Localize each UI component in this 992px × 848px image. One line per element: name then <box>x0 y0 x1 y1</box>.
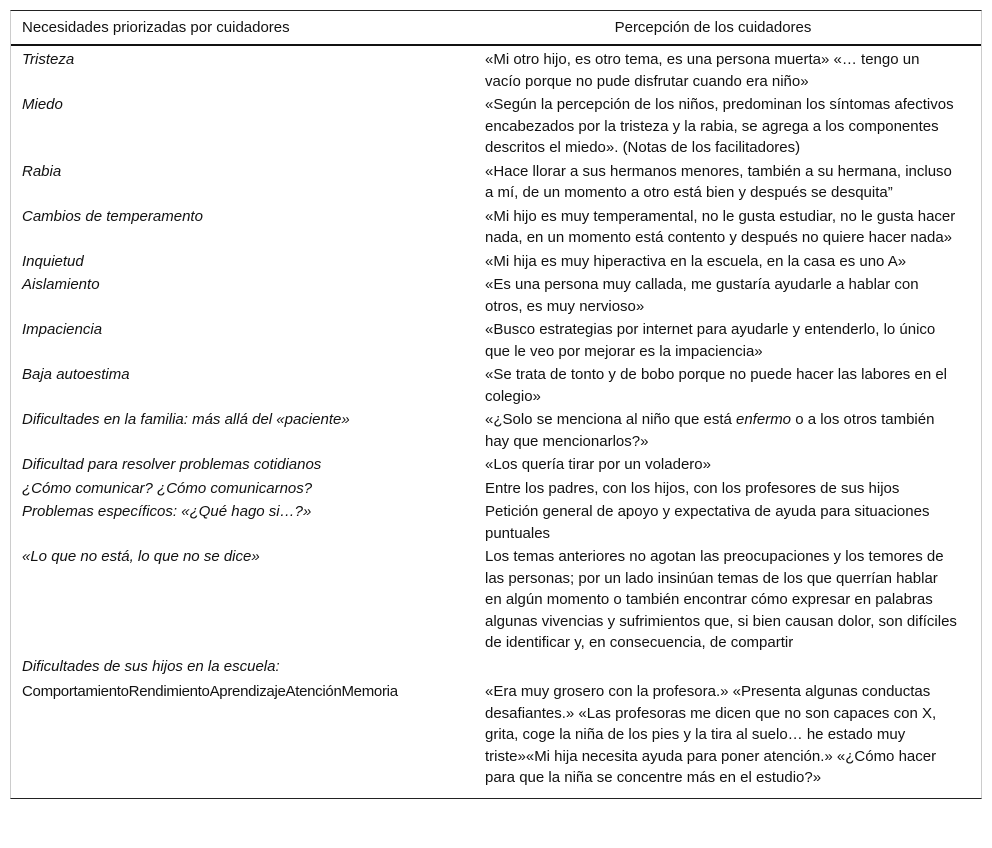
need-cell: Tristeza <box>22 51 75 68</box>
header-needs: Necesidades priorizadas por cuidadores <box>22 19 290 36</box>
perception-cell: Entre los padres, con los hijos, con los profesores de sus hijos <box>485 479 900 497</box>
table-body <box>11 46 981 798</box>
need-cell: Miedo <box>22 96 63 113</box>
perception-cell <box>473 656 957 678</box>
need-cell: «Lo que no está, lo que no se dice» <box>22 548 260 565</box>
table-row <box>11 500 981 545</box>
table-row <box>11 93 981 160</box>
table-header <box>11 11 981 46</box>
table-row <box>11 48 981 93</box>
need-cell: Dificultades de sus hijos en la escuela: <box>22 657 280 675</box>
perception-emphasis: enfermo <box>736 411 792 428</box>
need-cell: Dificultades en la familia: más allá del «paciente» <box>22 411 350 428</box>
table-row <box>11 273 981 318</box>
need-cell: Problemas específicos: «¿Qué hago si…?» <box>22 503 312 520</box>
perception-cell: «Era muy grosero con la profesora.» «Presenta algunas conductas desafiantes.» «Las profesoras me dicen que no son capaces con X, grita, coge la niña de los pies y la tira al suelo… he estado muy triste»«Mi hija necesita ayuda para poner atención.» «¿Cómo hacer para que la niña se concentre más en el estudio?» <box>485 683 937 786</box>
perception-cell: Los temas anteriores no agotan las preocupaciones y los temores de las personas; por un lado insinúan temas de los que querrían hablar en algún momento o también encontrar cómo expresar en palabras algunas vivencias y sufrimientos que, si bien causan dolor, son difíciles de identificar y, en consecuencia, de compartir <box>485 548 957 651</box>
table-row <box>11 363 981 408</box>
perception-cell: «Según la percepción de los niños, predominan los síntomas afectivos encabezados por la tristeza y la rabia, se agrega a los componentes descritos el miedo». (Notas de los facilitadores) <box>485 96 954 156</box>
need-cell: Dificultad para resolver problemas cotidianos <box>22 456 322 473</box>
table-row <box>11 453 981 477</box>
table-row <box>11 318 981 363</box>
table-row <box>11 655 981 679</box>
need-cell: Baja autoestima <box>22 366 130 383</box>
table-row <box>11 250 981 274</box>
need-cell: Inquietud <box>22 252 84 270</box>
perception-cell: «Es una persona muy callada, me gustaría ayudarle a hablar con otros, es muy nervioso» <box>485 276 919 315</box>
perception-cell: «Se trata de tonto y de bobo porque no puede hacer las labores en el colegio» <box>485 366 948 405</box>
perception-cell: «Mi hija es muy hiperactiva en la escuela, en la casa es uno A» <box>485 252 907 270</box>
table-row <box>11 205 981 250</box>
need-cell: Impaciencia <box>22 321 103 338</box>
needs-table <box>10 10 982 799</box>
need-cell: Aislamiento <box>22 276 100 293</box>
perception-cell: Petición general de apoyo y expectativa de ayuda para situaciones puntuales <box>485 503 930 542</box>
perception-text: «¿Solo se menciona al niño que está <box>485 411 736 428</box>
perception-cell: «Los quería tirar por un voladero» <box>485 456 711 473</box>
perception-cell: «Busco estrategias por internet para ayudarle y entenderlo, lo único que le veo por mejorar es la impaciencia» <box>485 321 936 360</box>
need-cell: Rabia <box>22 162 62 180</box>
table-row <box>11 160 981 205</box>
table-row <box>11 408 981 453</box>
perception-cell: «Hace llorar a sus hermanos menores, también a su hermana, incluso a mí, de un momento a otro está bien y después se desquita” <box>485 162 952 201</box>
perception-text: o a los otros también hay que mencionarlos?» <box>485 411 935 450</box>
table-row <box>11 477 981 501</box>
need-cell: ¿Cómo comunicar? ¿Cómo comunicarnos? <box>22 479 313 497</box>
need-cell: Cambios de temperamento <box>22 207 203 225</box>
need-cell: ComportamientoRendimientoAprendizajeAtenciónMemoria <box>22 683 398 700</box>
table-row <box>11 545 981 655</box>
perception-cell: «Mi hijo es muy temperamental, no le gusta estudiar, no le gusta hacer nada, en un momento está contento y después no quiere hacer nada» <box>485 207 956 246</box>
perception-cell: «Mi otro hijo, es otro tema, es una persona muerta» «… tengo un vacío porque no pude disfrutar cuando era niño» <box>485 51 920 90</box>
perception-cell <box>473 409 957 452</box>
header-perception: Percepción de los cuidadores <box>614 19 812 36</box>
table-row <box>11 678 981 790</box>
